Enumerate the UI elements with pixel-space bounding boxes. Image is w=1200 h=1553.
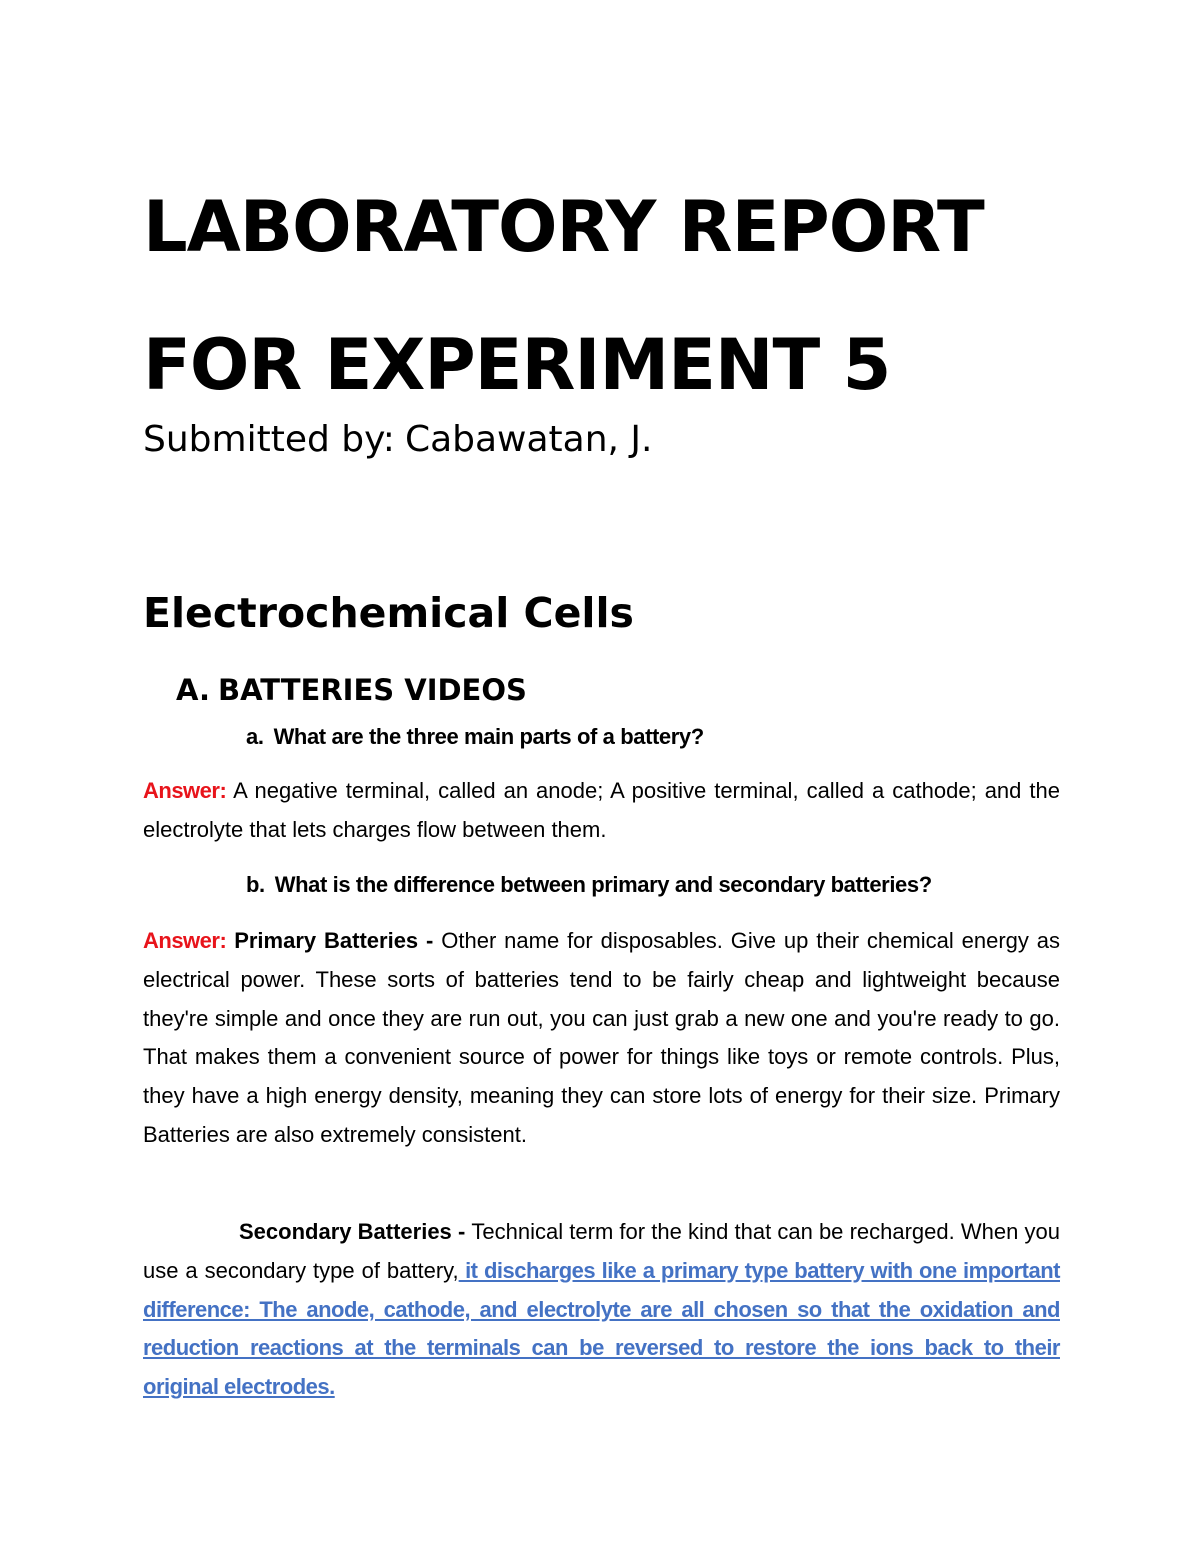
submitted-by-name: Cabawatan, J.	[404, 419, 653, 460]
report-title	[143, 158, 1060, 434]
answer-a	[143, 772, 1060, 850]
answer-b-primary	[143, 922, 1060, 1155]
question-b-text: What is the difference between primary and secondary batteries?	[274, 872, 932, 897]
question-a-label: a.	[246, 724, 264, 749]
primary-batteries-text: Other name for disposables. Give up their chemical energy as electrical power. These sorts of batteries tend to be fairly cheap and lightweight because they're simple and once they are run out, you can just grab a new one and you're ready to go. That makes them a convenient source of power for things like toys or remote controls. Plus, they have a high energy density, meaning they can store lots of energy for their size. Primary Batteries are also extremely consistent.	[143, 928, 1060, 1147]
secondary-batteries-term: Secondary Batteries	[239, 1219, 452, 1244]
secondary-batteries-text: Technical term for the kind that can be recharged. When you use a secondary type of battery,	[143, 1219, 1060, 1283]
answer-b-label: Answer:	[143, 928, 227, 953]
submitted-by-label: Submitted by:	[143, 419, 395, 460]
subsection-heading	[176, 668, 527, 712]
secondary-batteries-dash: -	[451, 1219, 472, 1244]
answer-b-secondary	[143, 1213, 1060, 1407]
question-a-text: What are the three main parts of a battery?	[273, 724, 704, 749]
answer-a-label: Answer:	[143, 778, 227, 803]
primary-batteries-dash: -	[418, 928, 442, 953]
question-b	[246, 868, 932, 902]
primary-batteries-term: Primary Batteries	[234, 928, 419, 953]
report-title-line-2: FOR EXPERIMENT 5	[143, 324, 891, 406]
answer-a-text: A negative terminal, called an anode; A positive terminal, called a cathode; and the electrolyte that lets charges flow between them.	[143, 778, 1060, 842]
secondary-batteries-link[interactable]: it discharges like a primary type battery with one important difference: The anode, cathode, and electrolyte are all chosen so that the oxidation and reduction reactions at the terminals can be reversed to restore the ions back to their original electrodes.	[143, 1257, 1060, 1400]
question-a	[246, 720, 704, 754]
subsection-title: BATTERIES VIDEOS	[218, 673, 527, 707]
report-title-line-1: LABORATORY REPORT	[143, 186, 984, 268]
question-b-label: b.	[246, 872, 265, 897]
section-title: Electrochemical Cells	[143, 589, 634, 637]
subsection-number: A.	[176, 673, 210, 707]
submitted-by	[143, 415, 653, 465]
